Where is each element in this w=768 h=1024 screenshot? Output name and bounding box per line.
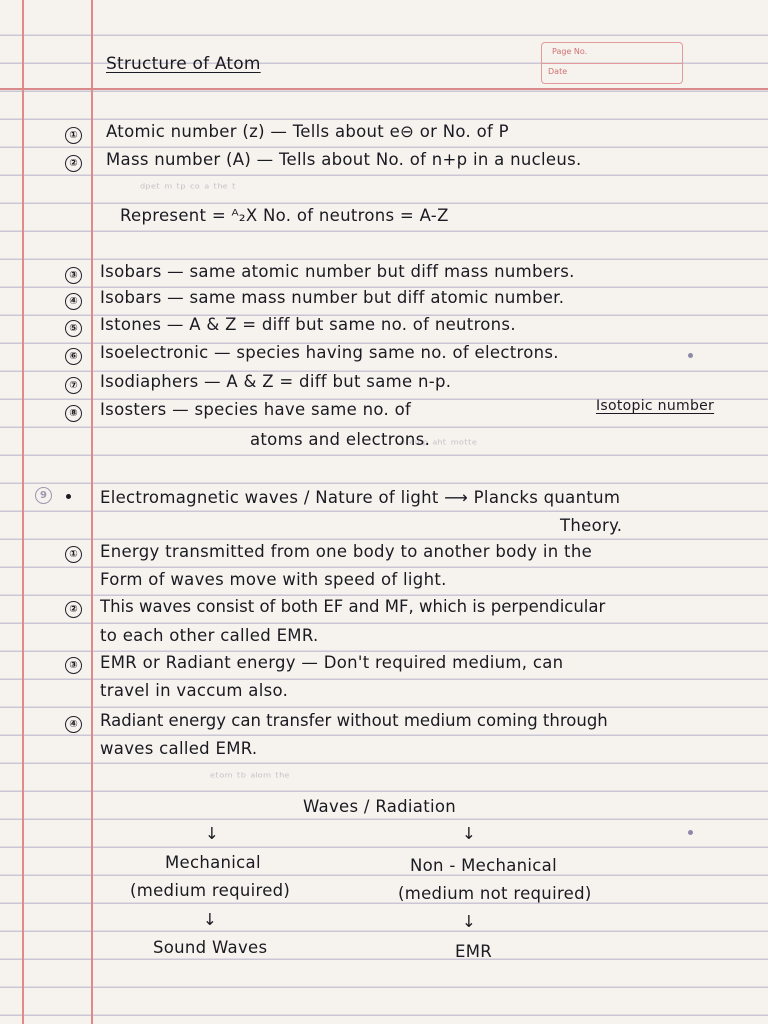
em-point-line: waves called EMR. bbox=[100, 739, 258, 758]
isotopic-number-label: Isotopic number bbox=[596, 398, 715, 414]
atomic-number-line: Atomic number (z) — Tells about e⊖ or No. of P bbox=[106, 122, 509, 141]
mechanical-note: (medium required) bbox=[130, 881, 291, 900]
em-point-line: to each other called EMR. bbox=[100, 626, 319, 645]
represent-line: Represent = ᴬ₂X No. of neutrons = A-Z bbox=[120, 206, 449, 225]
item-number: ④ bbox=[65, 293, 82, 310]
em-waves-heading: Electromagnetic waves / Nature of light ⟶ Plancks quantum bbox=[100, 488, 621, 507]
divider bbox=[542, 63, 682, 64]
bullet-dot bbox=[688, 830, 693, 835]
sound-waves-label: Sound Waves bbox=[153, 938, 268, 957]
item-number: ③ bbox=[65, 267, 82, 284]
item-number: ② bbox=[65, 601, 82, 618]
tree-arrow-right-2: ↓ bbox=[462, 912, 477, 931]
em-waves-heading-cont: Theory. bbox=[560, 516, 623, 535]
em-point-line: EMR or Radiant energy — Don't required medium, can bbox=[100, 653, 564, 672]
page-no-label: Page No. bbox=[552, 47, 588, 56]
item-number: ③ bbox=[65, 657, 82, 674]
page-date-box bbox=[541, 42, 683, 84]
tree-arrow-left: ↓ bbox=[205, 824, 220, 843]
item-number: ⑧ bbox=[65, 405, 82, 422]
bleed-through-text: ᵉᵗᵒᵐ ᵗᵇ ᵃˡᵒᵐ ᵗʰᵉ bbox=[210, 771, 290, 786]
em-point-line: Energy transmitted from one body to another body in the bbox=[100, 542, 593, 561]
margin-line bbox=[22, 0, 24, 1024]
bullet-dot bbox=[66, 494, 71, 499]
em-point-line: Form of waves move with speed of light. bbox=[100, 570, 447, 589]
istones-line: Istones — A & Z = diff but same no. of neutrons. bbox=[100, 315, 516, 334]
isosters-line-cont: atoms and electrons. bbox=[250, 430, 431, 449]
tree-arrow-left-2: ↓ bbox=[203, 910, 218, 929]
bleed-through-text: ᵒᵗᵉᵐᵖ ᵃʰᵗ ᵐᵒᵗᵗᵉ bbox=[400, 438, 478, 453]
tree-root: Waves / Radiation bbox=[303, 797, 457, 816]
item-number: 9 bbox=[35, 487, 52, 504]
non-mechanical-label: Non - Mechanical bbox=[410, 856, 557, 875]
mass-number-line: Mass number (A) — Tells about No. of n+p in a nucleus. bbox=[106, 150, 582, 169]
isodiaphers-line: Isodiaphers — A & Z = diff but same n-p. bbox=[100, 372, 452, 391]
em-point-line: This waves consist of both EF and MF, which is perpendicular bbox=[100, 597, 606, 616]
em-point-line: Radiant energy can transfer without medium coming through bbox=[100, 711, 608, 730]
item-number: ⑤ bbox=[65, 320, 82, 337]
non-mechanical-note: (medium not required) bbox=[398, 884, 592, 903]
item-number: ⑦ bbox=[65, 377, 82, 394]
item-number: ⑥ bbox=[65, 348, 82, 365]
date-label: Date bbox=[548, 67, 568, 76]
bleed-through-text: ᵈᵖᵉᵗ ᵐ ᵗᵖ ᶜᵒ ᵃ ᵗʰᵉ ᵗ bbox=[140, 182, 237, 197]
header-rule bbox=[0, 88, 768, 90]
item-number: ④ bbox=[65, 716, 82, 733]
bullet-dot bbox=[688, 353, 693, 358]
em-point-line: travel in vaccum also. bbox=[100, 681, 289, 700]
emr-label: EMR bbox=[455, 942, 493, 961]
margin-line bbox=[91, 0, 93, 1024]
item-number: ① bbox=[65, 546, 82, 563]
isosters-line: Isosters — species have same no. of bbox=[100, 400, 412, 419]
tree-arrow-right: ↓ bbox=[462, 824, 477, 843]
item-number: ① bbox=[65, 127, 82, 144]
page-title: Structure of Atom bbox=[106, 54, 261, 74]
item-number: ② bbox=[65, 155, 82, 172]
mechanical-label: Mechanical bbox=[165, 853, 261, 872]
isoelectronic-line: Isoelectronic — species having same no. of electrons. bbox=[100, 343, 559, 362]
isobars-line: Isobars — same atomic number but diff mass numbers. bbox=[100, 262, 575, 281]
isobars-line-2: Isobars — same mass number but diff atomic number. bbox=[100, 288, 565, 307]
